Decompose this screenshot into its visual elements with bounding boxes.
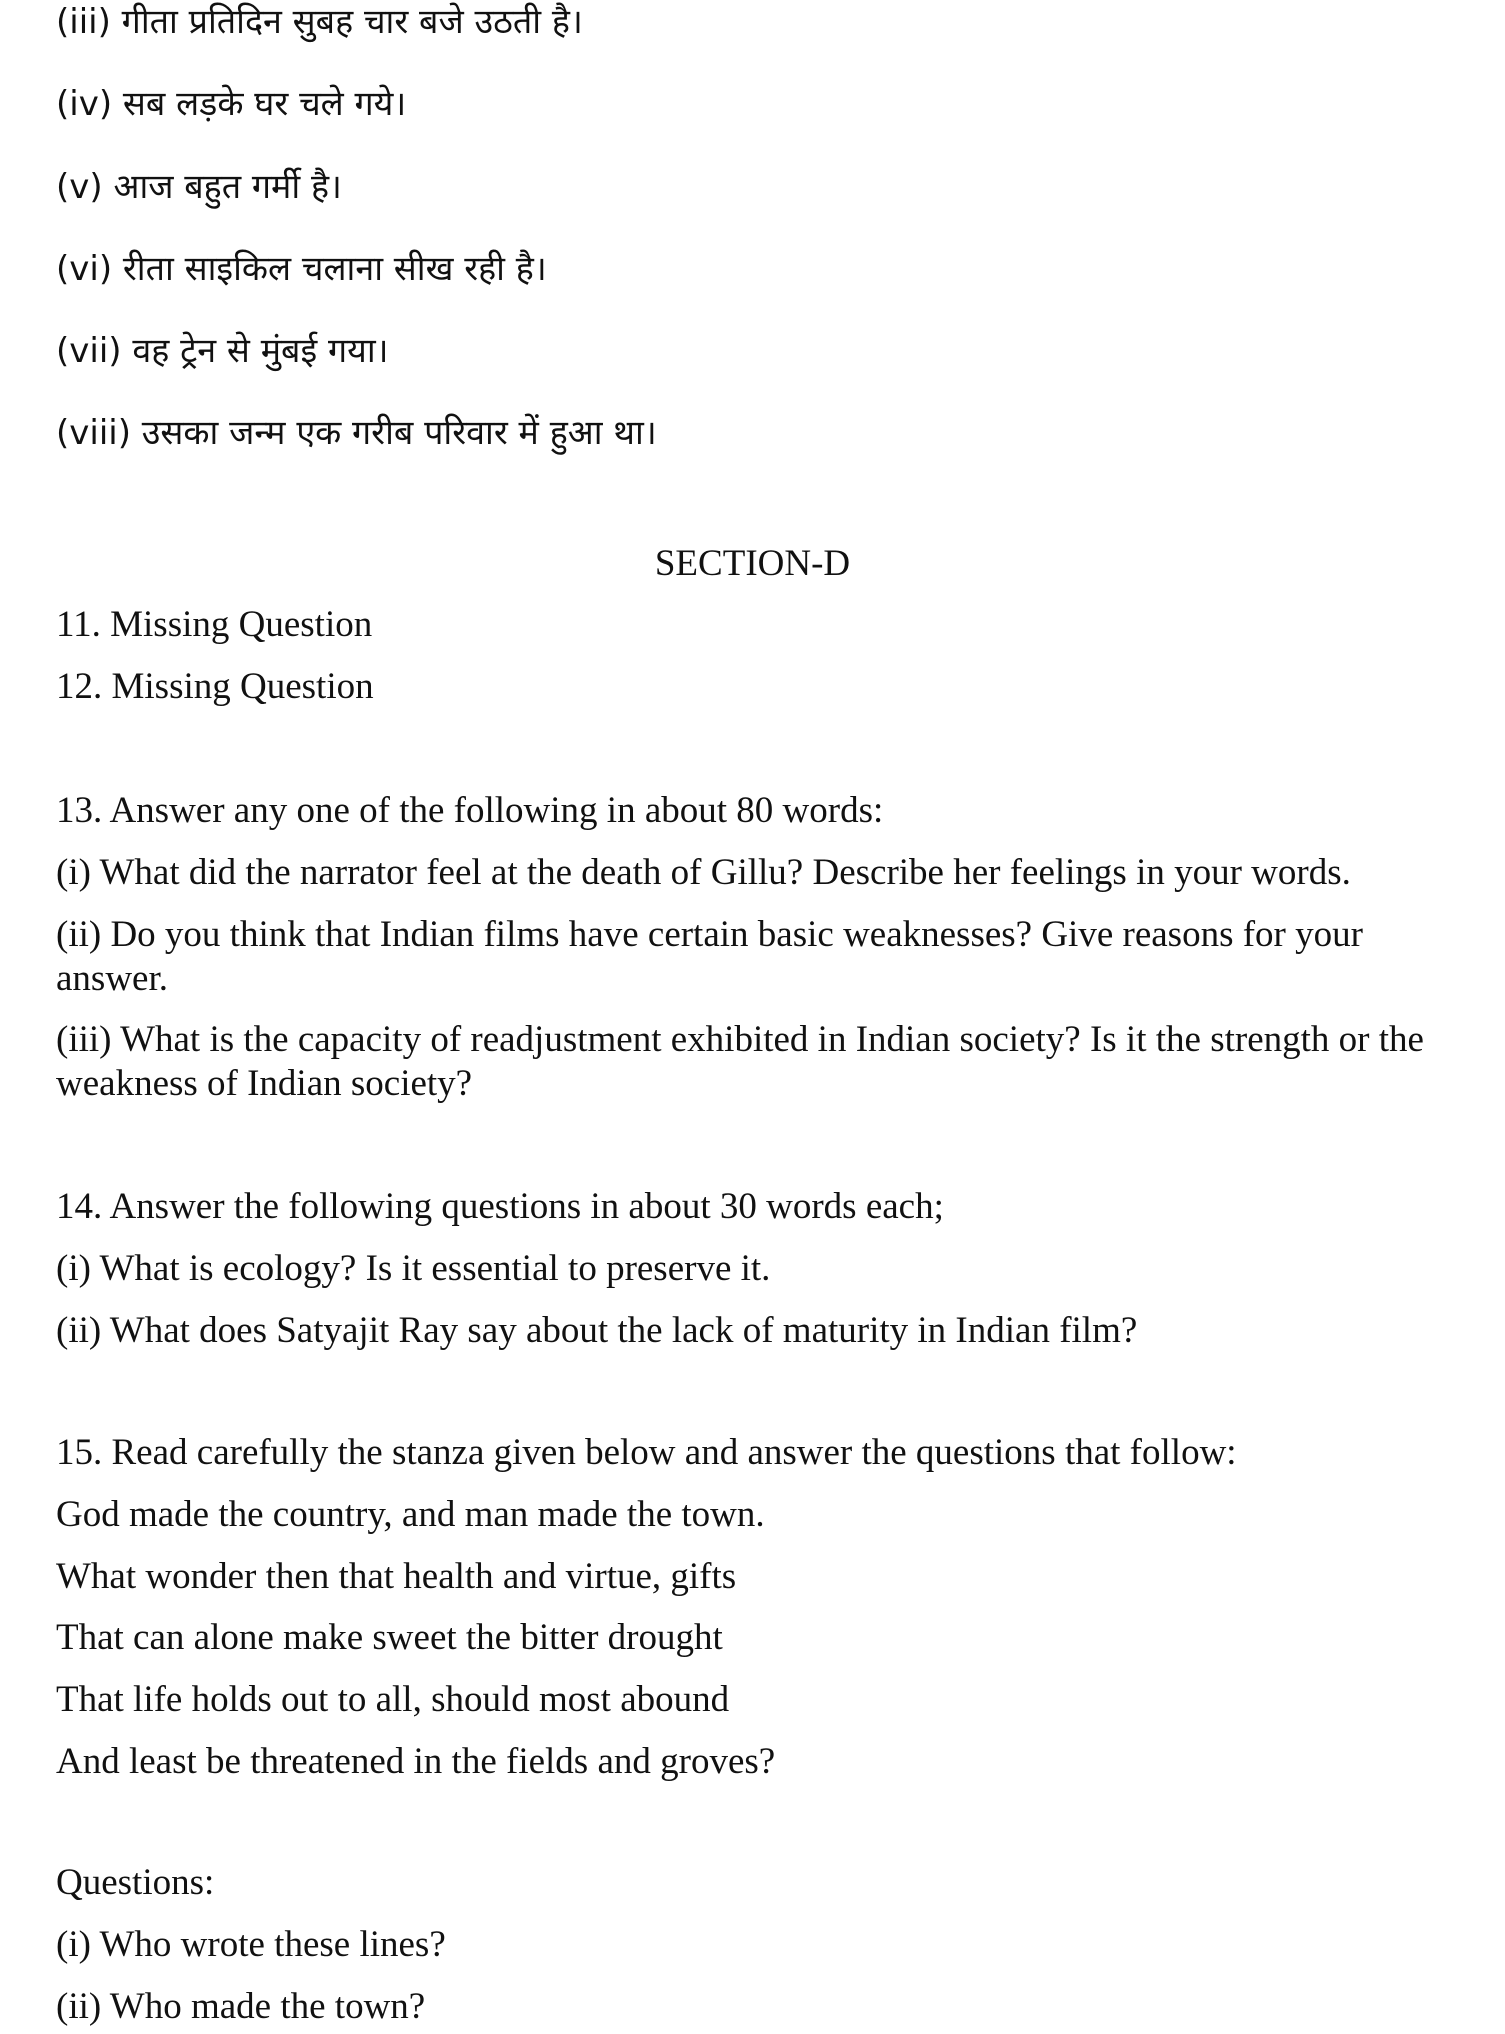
hindi-sentence-viii: (viii) उसका जन्म एक गरीब परिवार में हुआ था। (56, 413, 657, 453)
question-15-sub-i: (i) Who wrote these lines? (56, 1924, 446, 1965)
stanza-line: God made the country, and man made the town. (56, 1494, 765, 1535)
question-14-option-ii: (ii) What does Satyajit Ray say about the lack of maturity in Indian film? (56, 1310, 1138, 1351)
stanza-line: And least be threatened in the fields and groves? (56, 1741, 776, 1782)
question-14-option-i: (i) What is ecology? Is it essential to preserve it. (56, 1248, 771, 1289)
question-12: 12. Missing Question (56, 666, 374, 707)
question-15-prompt: 15. Read carefully the stanza given below and answer the questions that follow: (56, 1432, 1237, 1473)
hindi-sentence-vi: (vi) रीता साइकिल चलाना सीख रही है। (56, 249, 547, 289)
questions-label: Questions: (56, 1862, 215, 1903)
question-11: 11. Missing Question (56, 604, 373, 645)
question-13-option-iii: (iii) What is the capacity of readjustment exhibited in Indian society? Is it the strength or the weakness of Indian society? (56, 1019, 1424, 1104)
stanza-line: That can alone make sweet the bitter drought (56, 1617, 723, 1658)
question-14-prompt: 14. Answer the following questions in about 30 words each; (56, 1186, 944, 1227)
question-15-sub-ii: (ii) Who made the town? (56, 1986, 426, 2027)
stanza-line: What wonder then that health and virtue, gifts (56, 1556, 737, 1597)
hindi-sentence-v: (v) आज बहुत गर्मी है। (56, 167, 342, 207)
hindi-sentence-vii: (vii) वह ट्रेन से मुंबई गया। (56, 331, 389, 371)
hindi-sentence-iii: (iii) गीता प्रतिदिन सुबह चार बजे उठती है। (56, 2, 583, 42)
hindi-sentence-iv: (iv) सब लड़के घर चले गये। (56, 84, 407, 124)
section-heading: SECTION-D (654, 543, 851, 584)
question-13-option-i: (i) What did the narrator feel at the death of Gillu? Describe her feelings in your words. (56, 852, 1351, 893)
question-13-option-ii: (ii) Do you think that Indian films have certain basic weaknesses? Give reasons for your answer. (56, 914, 1363, 999)
question-13-prompt: 13. Answer any one of the following in about 80 words: (56, 790, 884, 831)
stanza-line: That life holds out to all, should most abound (56, 1679, 730, 1720)
